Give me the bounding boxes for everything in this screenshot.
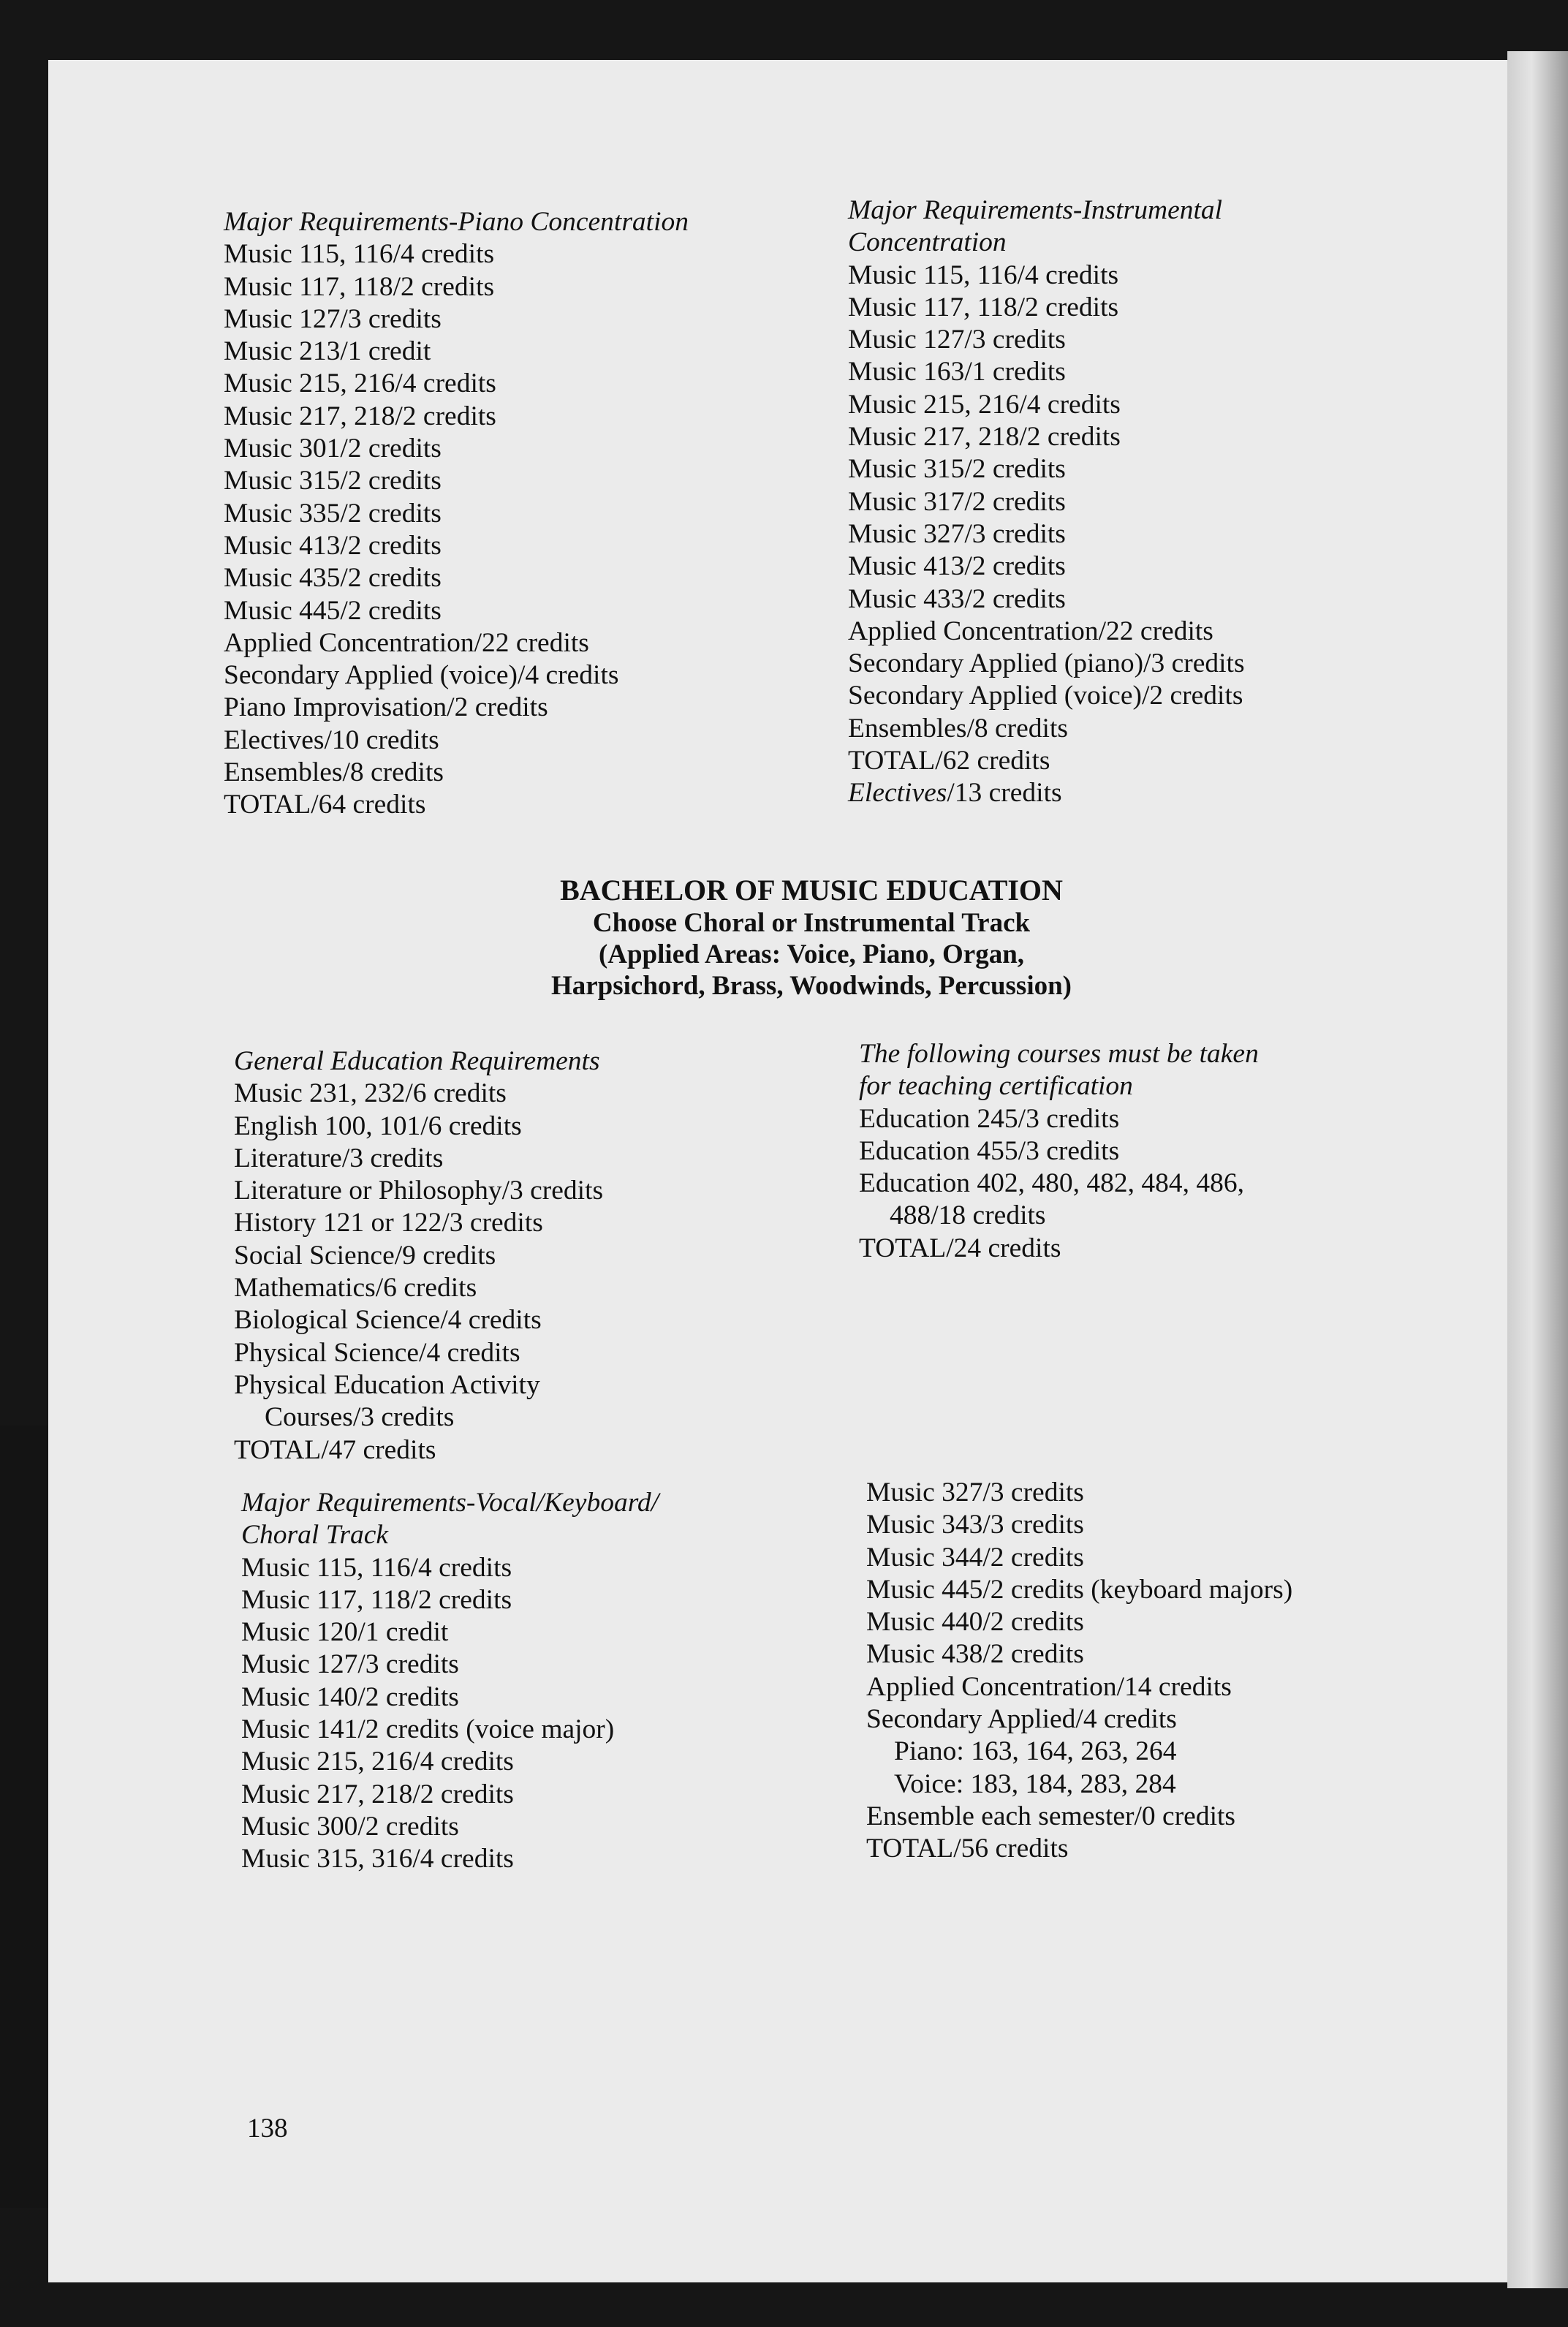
list-item: Music 335/2 credits: [224, 498, 442, 529]
list-item: Biological Science/4 credits: [234, 1305, 542, 1336]
list-item: Music 127/3 credits: [224, 303, 442, 334]
list-item: Music 300/2 credits: [241, 1811, 459, 1842]
section-applied-areas: (Applied Areas: Voice, Piano, Organ,: [598, 939, 1025, 969]
list-item: Secondary Applied (piano)/3 credits: [848, 648, 1245, 679]
section-title: BACHELOR OF MUSIC EDUCATION: [560, 874, 1063, 907]
list-item: Music 327/3 credits: [848, 518, 1066, 549]
list-item: Music 213/1 credit: [224, 336, 431, 367]
list-item: Music 440/2 credits: [866, 1607, 1084, 1638]
piano-concentration-list: [224, 206, 689, 822]
vocal-keyboard-choral-list: [241, 1487, 659, 1876]
list-item: Piano Improvisation/2 credits: [224, 692, 548, 723]
list-item: Music 217, 218/2 credits: [241, 1779, 514, 1809]
list-item: Applied Concentration/14 credits: [866, 1671, 1232, 1702]
list-item: Secondary Applied/4 credits: [866, 1704, 1177, 1735]
list-item: Music 315/2 credits: [224, 466, 442, 496]
list-item: Literature/3 credits: [234, 1143, 444, 1173]
list-item: Music 215, 216/4 credits: [848, 389, 1121, 420]
list-item: Music 217, 218/2 credits: [224, 401, 496, 431]
list-item: Music 413/2 credits: [224, 530, 442, 561]
section-applied-areas-cont: Harpsichord, Brass, Woodwinds, Percussion): [550, 971, 1072, 1001]
list-item: Physical Education Activity: [234, 1369, 540, 1400]
list-item: Music 117, 118/2 credits: [224, 271, 495, 302]
list-item: Education 245/3 credits: [859, 1103, 1120, 1134]
list-item: Music 433/2 credits: [848, 583, 1066, 614]
list-item: History 121 or 122/3 credits: [234, 1208, 543, 1238]
list-item: Literature or Philosophy/3 credits: [234, 1176, 604, 1206]
list-item: Music 117, 118/2 credits: [848, 292, 1119, 322]
instrumental-heading-line2: Concentration: [848, 227, 1007, 258]
list-item: Secondary Applied (voice)/2 credits: [848, 681, 1243, 711]
list-item: Music 344/2 credits: [866, 1542, 1084, 1573]
vocal-heading-line2: Choral Track: [241, 1520, 389, 1551]
instrumental-concentration-list: [848, 194, 1245, 810]
list-item: Applied Concentration/22 credits: [224, 627, 589, 658]
page-number: 138: [247, 2114, 288, 2144]
list-item: TOTAL/62 credits: [848, 746, 1050, 776]
list-item-continuation: 488/18 credits: [890, 1200, 1046, 1231]
vocal-heading-line1: Major Requirements-Vocal/Keyboard/: [241, 1488, 659, 1518]
vocal-continuation-list: [866, 1477, 1292, 1866]
electives-value: /13 credits: [947, 778, 1062, 809]
list-item: Music 140/2 credits: [241, 1681, 459, 1712]
list-item: Secondary Applied (voice)/4 credits: [224, 660, 619, 691]
list-item: TOTAL/64 credits: [224, 790, 426, 820]
list-item: Music 445/2 credits (keyboard majors): [866, 1574, 1293, 1605]
teaching-certification-list: [859, 1038, 1259, 1265]
list-item: Music 301/2 credits: [224, 434, 442, 464]
list-item: Applied Concentration/22 credits: [848, 616, 1213, 646]
list-item: Mathematics/6 credits: [234, 1273, 477, 1304]
list-item-total: TOTAL/47 credits: [234, 1434, 436, 1465]
list-item: Electives/10 credits: [224, 724, 439, 755]
list-item: [848, 777, 1245, 809]
list-item: Music 315/2 credits: [848, 454, 1066, 485]
list-item: Music 231, 232/6 credits: [234, 1078, 507, 1109]
list-item: Music 115, 116/4 credits: [241, 1552, 512, 1583]
instrumental-heading-line1: Major Requirements-Instrumental: [848, 195, 1223, 225]
list-item: Music 317/2 credits: [848, 486, 1066, 517]
list-item: Education 455/3 credits: [859, 1135, 1120, 1166]
section-subtitle: Choose Choral or Instrumental Track: [592, 908, 1031, 938]
list-item: Music 117, 118/2 credits: [241, 1584, 512, 1615]
list-item: Music 127/3 credits: [848, 325, 1066, 355]
list-item: Ensembles/8 credits: [224, 757, 444, 788]
list-item: Music 438/2 credits: [866, 1639, 1084, 1670]
list-item: Social Science/9 credits: [234, 1240, 496, 1271]
list-item-total: TOTAL/24 credits: [859, 1233, 1061, 1263]
list-item: Music 327/3 credits: [866, 1477, 1084, 1507]
teaching-heading-line2: for teaching certification: [859, 1071, 1133, 1102]
list-item: Music 435/2 credits: [224, 563, 442, 594]
voice-applied-line: Voice: 183, 184, 283, 284: [894, 1768, 1176, 1799]
list-item: Education 402, 480, 482, 484, 486,: [859, 1168, 1245, 1199]
list-item: Ensemble each semester/0 credits: [866, 1801, 1236, 1831]
piano-heading: Major Requirements-Piano Concentration: [224, 207, 689, 237]
list-item: English 100, 101/6 credits: [234, 1110, 522, 1141]
adjacent-page-edge: [1507, 51, 1568, 2288]
list-item: Music 127/3 credits: [241, 1649, 459, 1680]
list-item-total: TOTAL/56 credits: [866, 1834, 1069, 1864]
list-item-continuation: Courses/3 credits: [265, 1402, 455, 1433]
list-item: Music 163/1 credits: [848, 357, 1066, 387]
list-item: Ensembles/8 credits: [848, 713, 1068, 743]
teaching-heading-line1: The following courses must be taken: [859, 1039, 1259, 1069]
list-item: Physical Science/4 credits: [234, 1337, 520, 1368]
list-item: Music 217, 218/2 credits: [848, 422, 1121, 453]
list-item: Music 215, 216/4 credits: [241, 1747, 514, 1777]
electives-label: Electives: [848, 778, 947, 809]
list-item: Music 343/3 credits: [866, 1510, 1084, 1540]
list-item: Music 413/2 credits: [848, 551, 1066, 582]
list-item: Music 445/2 credits: [224, 595, 442, 626]
list-item: Music 120/1 credit: [241, 1617, 449, 1648]
section-title-block: [409, 874, 1213, 1002]
list-item: Music 141/2 credits (voice major): [241, 1714, 615, 1745]
list-item: Music 115, 116/4 credits: [224, 239, 495, 270]
piano-applied-line: Piano: 163, 164, 263, 264: [894, 1736, 1177, 1767]
general-education-list: [234, 1045, 603, 1467]
list-item: Music 315, 316/4 credits: [241, 1844, 514, 1874]
list-item: Music 115, 116/4 credits: [848, 260, 1119, 290]
gen-ed-heading: General Education Requirements: [234, 1046, 600, 1076]
list-item: Music 215, 216/4 credits: [224, 368, 496, 399]
